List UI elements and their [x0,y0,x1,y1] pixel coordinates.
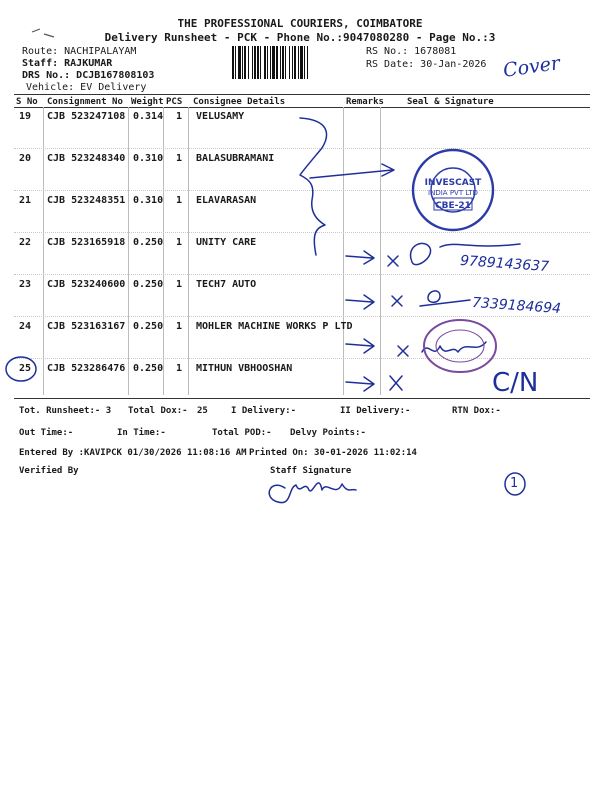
in-time: In Time:- [117,428,166,438]
barcode-bar [244,46,246,79]
barcode [232,46,364,79]
barcode-bar [272,46,275,79]
row-divider [14,316,590,317]
barcode-bar [270,46,271,79]
barcode-bar [257,46,259,79]
total-pod: Total POD:- [212,428,272,438]
cell-consignment: CJB 523247108 [47,111,126,122]
cell-weight: 0.250 [133,363,164,374]
ii-delivery: II Delivery:- [340,406,411,416]
col-remarks: Remarks [346,97,384,107]
barcode-bar [254,46,256,79]
row-divider [14,232,590,233]
table-row [0,111,600,153]
cell-weight: 0.310 [133,153,164,164]
barcode-bar [292,46,293,79]
runsheet-subtitle: Delivery Runsheet - PCK - Phone No.:9047080280 - Page No.:3 [104,31,496,44]
rtn-dox: RTN Dox:- [452,406,501,416]
cell-sno: 19 [19,111,32,122]
cell-weight: 0.250 [133,237,164,248]
out-time: Out Time:- [19,428,74,438]
handwritten-cn: C/N [492,368,539,398]
barcode-bar [232,46,234,79]
table-row [0,153,600,195]
barcode-bar [242,46,243,79]
cell-consignment: CJB 523240600 [47,279,126,290]
barcode-bar [238,46,241,79]
cell-sno: 23 [19,279,32,290]
staff-label: Staff: RAJKUMAR [22,58,113,69]
table-bottom-rule [14,398,590,399]
cell-consignment: CJB 523163167 [47,321,126,332]
printed-on: Printed On: 30-01-2026 11:02:14 [249,448,417,458]
cell-consignment: CJB 523248340 [47,153,126,164]
i-delivery: I Delivery:- [231,406,297,416]
barcode-bar [282,46,284,79]
barcode-bar [294,46,296,79]
barcode-bar [298,46,299,79]
svg-text:INVESCAST: INVESCAST [424,178,482,188]
cell-weight: 0.250 [133,279,164,290]
rs-date: RS Date: 30-Jan-2026 [366,59,487,70]
header-top-rule [14,94,590,95]
barcode-bar [300,46,303,79]
barcode-bar [252,46,253,79]
barcode-bar [280,46,281,79]
handwritten-cover: Cover [501,52,562,82]
table-row [0,321,600,363]
cell-pcs: 1 [176,195,183,206]
cell-consignee: UNITY CARE [196,237,257,248]
staff-signature [269,483,356,503]
cell-consignment: CJB 523248351 [47,195,126,206]
col-consignment: Consignment No [47,97,123,107]
cell-consignee: TECH7 AUTO [196,279,257,290]
barcode-bar [235,46,236,79]
svg-text:INDIA PVT LTD: INDIA PVT LTD [428,189,478,197]
col-pcs: PCS [166,97,183,107]
verified-by: Verified By [19,466,79,476]
barcode-bar [276,46,278,79]
cell-sno: 20 [19,153,32,164]
company-title: THE PROFESSIONAL COURIERS, COIMBATORE [177,17,423,30]
svg-text:CBE-21: CBE-21 [435,201,471,211]
rs-number: RS No.: 1678081 [366,46,457,57]
cell-sno: 24 [19,321,32,332]
cell-consignee: BALASUBRAMANI [196,153,275,164]
row-divider [14,358,590,359]
barcode-bar [260,46,261,79]
header-bottom-rule [14,107,590,108]
total-dox-value: 25 [197,406,208,416]
handwritten-phone-23: 7339184694 [471,294,562,318]
staff-signature-label: Staff Signature [270,466,352,476]
cell-sno: 22 [19,237,32,248]
cell-consignment: CJB 523286476 [47,363,126,374]
tot-runsheet: Tot. Runsheet:- 3 [19,406,112,416]
barcode-bar [248,46,249,79]
cell-sno: 21 [19,195,32,206]
cell-weight: 0.250 [133,321,164,332]
barcode-bar [289,46,290,79]
cell-pcs: 1 [176,237,183,248]
drs-number: DRS No.: DCJB167808103 [22,70,155,81]
vehicle-label: Vehicle: EV Delivery [26,82,147,93]
barcode-bar [307,46,308,79]
cell-consignee: MITHUN VBHOOSHAN [196,363,293,374]
barcode-bar [267,46,268,79]
col-seal: Seal & Signature [407,97,494,107]
cell-consignee: VELUSAMY [196,111,245,122]
row-divider [14,274,590,275]
handwritten-phone-22: 9789143637 [459,252,550,276]
row-divider [14,190,590,191]
cell-pcs: 1 [176,111,183,122]
cell-weight: 0.314 [133,111,164,122]
cell-sno: 25 [19,363,32,374]
cell-consignee: MOHLER MACHINE WORKS P LTD [196,321,353,332]
cell-consignee: ELAVARASAN [196,195,257,206]
col-consignee: Consignee Details [193,97,286,107]
delvy-points: Delvy Points:- [290,428,366,438]
table-row [0,195,600,237]
cell-pcs: 1 [176,153,183,164]
barcode-bar [285,46,286,79]
barcode-bar [264,46,266,79]
col-sno: S No [16,97,38,107]
route-label: Route: NACHIPALAYAM [22,46,137,57]
total-dox-label: Total Dox:- [128,406,188,416]
row-divider [14,148,590,149]
handwritten-page-number: 1 [510,476,519,491]
barcode-bar [304,46,305,79]
cell-pcs: 1 [176,321,183,332]
entered-by: Entered By :KAVIPCK 01/30/2026 11:08:16 AM [19,448,247,458]
col-weight: Weight [131,97,164,107]
cell-pcs: 1 [176,363,183,374]
cell-pcs: 1 [176,279,183,290]
cell-consignment: CJB 523165918 [47,237,126,248]
cell-weight: 0.310 [133,195,164,206]
